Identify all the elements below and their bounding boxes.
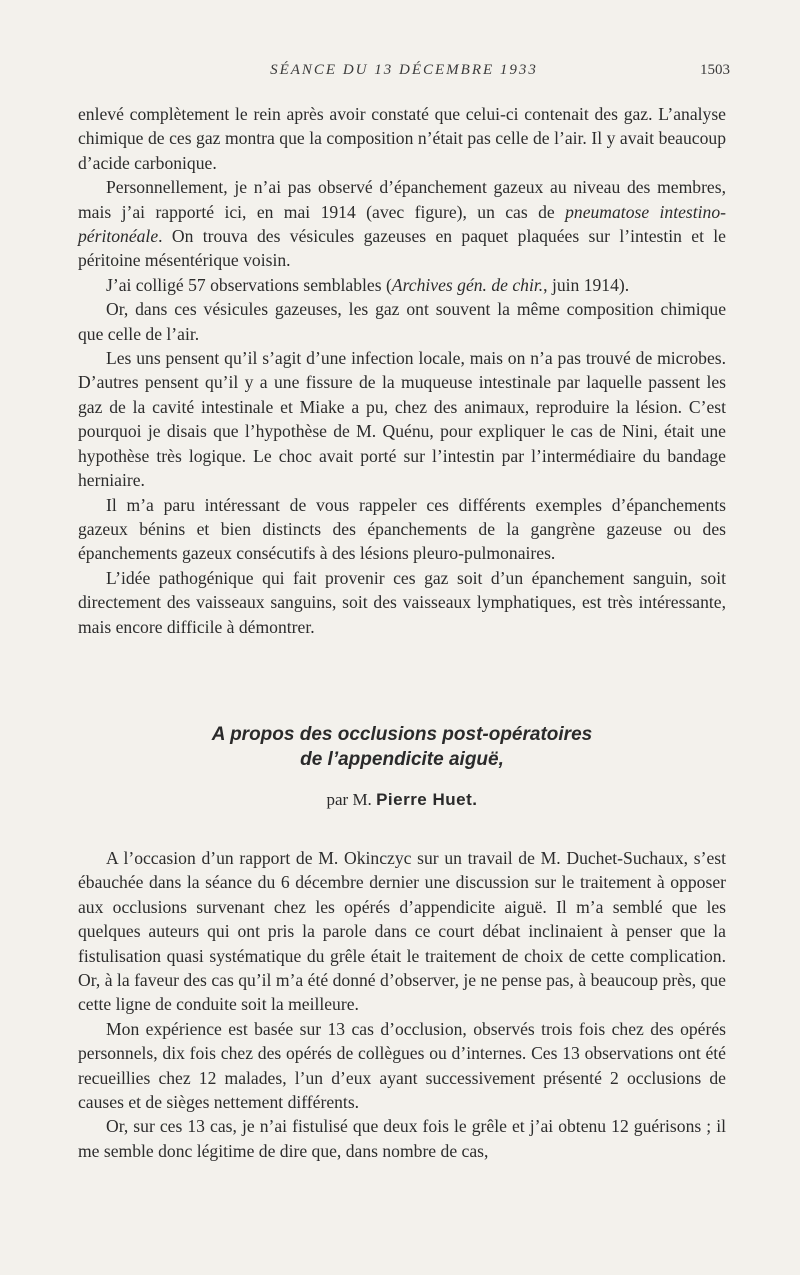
italic-term: pneumatose intestino-péritonéale: [78, 201, 726, 247]
paragraph: Les uns pensent qu’il s’agit d’une infection locale, mais on n’a pas trouvé de microbes. D’autres pensent qu’il y a une fissure de la muqueuse intestinale par laquelle passent les gaz de la cavité intestinale et Miake a pu, chez des animaux, reproduire la lésion. C’est pourquoi je disais que l’hypothèse de M. Quénu, pour expliquer le cas de Nini, était une hypothèse très logique. Le choc avait porté sur l’intestin par l’intermédiaire du bandage herniaire.: [78, 348, 726, 491]
paragraph: enlevé complètement le rein après avoir constaté que celui-ci contenait des gaz. L’analyse chimique de ces gaz montra que la composition n’était pas celle de l’air. Il y avait beaucoup d’acide carbonique.: [78, 104, 726, 173]
paragraph: Mon expérience est basée sur 13 cas d’occlusion, observés trois fois chez des opérés personnels, dix fois chez des opérés de collègues ou d’internes. Ces 13 observations ont été recueillies chez 12 malades, l’un d’eux ayant successivement présenté 2 occlusions de causes et de sièges nettement différents.: [78, 1018, 726, 1113]
page-header: [78, 62, 730, 88]
paragraph: J’ai colligé 57 observations semblables (Archives gén. de chir., juin 1914).: [106, 274, 630, 295]
author-line: [78, 790, 726, 810]
article-title-line: de l’appendicite aiguë,: [300, 749, 504, 770]
paragraph: Il m’a paru intéressant de vous rappeler ces différents exemples d’épanchements gazeux bénins et bien distincts des épanchements de la gangrène gazeuse ou des épanchements gazeux consécutifs à des lésions pleuro-pulmonaires.: [78, 494, 726, 564]
author-name: Pierre Huet.: [376, 790, 478, 809]
previous-discussion-text: [78, 102, 726, 639]
citation-journal: Archives gén. de chir.: [391, 274, 544, 295]
paragraph: Or, sur ces 13 cas, je n’ai fistulisé que deux fois le grêle et j’ai obtenu 12 guérisons ; il me semble donc légitime de dire que, dans nombre de cas,: [78, 1116, 726, 1161]
article-body-text: [78, 846, 726, 1163]
paragraph: Or, dans ces vésicules gazeuses, les gaz ont souvent la même composition chimique que celle de l’air.: [78, 299, 726, 344]
paragraph: L’idée pathogénique qui fait provenir ces gaz soit d’un épanchement sanguin, soit directement des vaisseaux sanguins, soit des vaisseaux lymphatiques, est très intéressante, mais encore difficile à démontrer.: [78, 567, 726, 637]
article-title: [78, 722, 726, 772]
article-title-line: A propos des occlusions post-opératoires: [211, 724, 593, 745]
paragraph: Personnellement, je n’ai pas observé d’épanchement gazeux au niveau des membres, mais j’ai rapporté ici, en mai 1914 (avec figure), un cas de pneumatose intestino-péritonéale. On trouva des vésicules gazeuses en paquet plaquées sur l’intestin et le péritoine mésentérique voisin.: [78, 177, 726, 271]
page-number: 1503: [700, 62, 730, 78]
by-label: par M.: [326, 790, 372, 809]
paragraph: A l’occasion d’un rapport de M. Okinczyc sur un travail de M. Duchet-Suchaux, s’est ébauchée dans la séance du 6 décembre dernier une discussion sur le traitement à opposer aux occlusions survenant chez les opérés d’appendicite aiguë. Il m’a semblé que les quelques auteurs qui ont pris la parole dans ce court débat inclinaient à penser que la fistulisation quasi systématique du grêle était le traitement de choix de cette complication. Or, à la faveur des cas qu’il m’a été donné d’observer, je ne pense pas, à beaucoup près, que cette ligne de conduite soit la meilleure.: [78, 848, 726, 1015]
running-head: SÉANCE DU 13 DÉCEMBRE 1933: [270, 62, 538, 78]
